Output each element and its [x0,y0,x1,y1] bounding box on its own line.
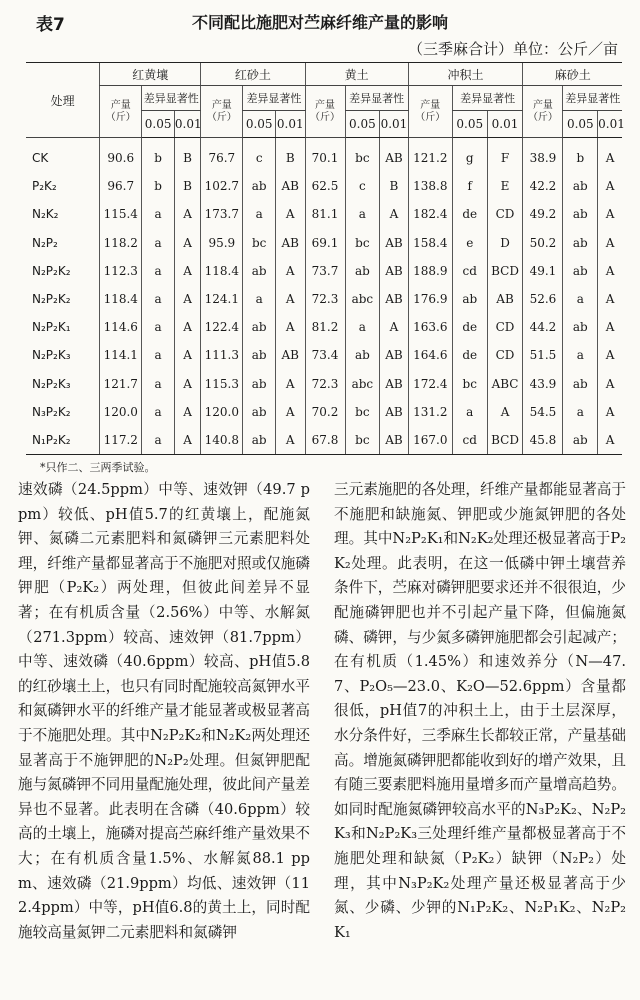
soil-header: 麻砂土 [523,63,622,86]
sig-001-cell: B [380,172,408,200]
yield-cell: 138.8 [408,172,452,200]
sig-001-cell: BCD [487,257,523,285]
table-row [26,229,622,257]
sig-001-cell: AB [380,257,408,285]
treatment-cell: N₃P₂K₂ [32,404,71,419]
yield-table [26,62,625,455]
yield-cell: 114.6 [100,313,142,341]
sig-005-cell: ab [243,370,276,398]
level-001: 0.01 [380,111,408,138]
sig-005-cell: a [142,398,175,426]
sig-001-cell: A [174,285,200,313]
sig-005-cell: ab [243,172,276,200]
yield-cell: 90.6 [100,138,142,173]
yield-cell: 140.8 [201,426,243,455]
level-005: 0.05 [142,111,175,138]
sig-005-cell: g [452,138,487,173]
yield-cell: 95.9 [201,229,243,257]
body-text-left-column: 速效磷（24.5ppm）中等、速效钾（49.7 ppm）较低、pH值5.7的红黄壤上，配施氮钾、氮磷二元素肥料和氮磷钾三元素肥料处理，纤维产量都显著高于不施肥对照或仅施磷钾肥（P₂K₂）两处理，但彼此间差异不显著；在有机质含量（2.56%）中等、水解氮（271.3ppm）较高、速效钾（81.7ppm）中等、速效磷（40.6ppm）较高、pH值5.8的红砂壤土上，也只有同时配施较高氮钾水平和氮磷钾水平的纤维产量才能显著或极显著高于不施肥处理。其中N₂P₂K₂和N₂K₂两处理还显著高于不施钾肥的N₂P₂处理。但氮钾肥配施与氮磷钾不同用量配施处理，彼此间产量差异也不显著。此表明在含磷（40.6ppm）较高的土壤上，施磷对提高苎麻纤维产量效果不大；在有机质含量1.5%、水解氮88.1 ppm、速效磷（21.9ppm）均低、速效钾（112.4ppm）中等，pH值6.8的黄土上，同时配施较高量氮钾二元素肥料和氮磷钾 [18,481,310,941]
sig-001-cell: A [380,200,408,228]
sig-005-cell: bc [345,138,380,173]
sig-005-cell: a [345,200,380,228]
treatment-cell: N₂K₂ [32,207,59,222]
diff-header: 差异显著性 [243,86,305,111]
sig-005-cell: b [142,172,175,200]
diff-header: 差异显著性 [452,86,523,111]
sig-001-cell: AB [276,229,306,257]
sig-001-cell: A [276,426,306,455]
treatment-cell: N₂P₂ [32,235,58,250]
sig-005-cell: e [452,229,487,257]
sig-001-cell: A [598,172,622,200]
sig-005-cell: ab [563,200,598,228]
treatment-cell: N₂P₂K₁ [32,320,71,335]
yield-cell: 124.1 [201,285,243,313]
level-005: 0.05 [452,111,487,138]
sig-005-cell: a [243,285,276,313]
table-row [26,426,622,455]
level-001: 0.01 [174,111,200,138]
sig-005-cell: ab [563,257,598,285]
yield-cell: 121.7 [100,370,142,398]
sig-005-cell: ab [243,426,276,455]
sig-005-cell: ab [243,341,276,369]
yield-cell: 188.9 [408,257,452,285]
sig-001-cell: A [598,341,622,369]
table-row [26,172,622,200]
sig-005-cell: cd [452,426,487,455]
sig-001-cell: A [174,398,200,426]
sig-001-cell: A [174,257,200,285]
table-row [26,341,622,369]
sig-001-cell: A [380,313,408,341]
level-005: 0.05 [345,111,380,138]
yield-cell: 70.2 [305,398,345,426]
sig-001-cell: AB [276,341,306,369]
diff-header: 差异显著性 [563,86,622,111]
body-text-right-column: 三元素施肥的各处理，纤维产量都能显著高于不施肥和缺施氮、钾肥或少施氮钾肥的各处理。其中N₂P₂K₁和N₂K₂处理还极显著高于P₂K₂处理。此表明，在这一低磷中钾土壤营养条件下，苎麻对磷钾肥要求还并不很很迫，少配施磷钾肥也并不引起产量下降，但偏施氮磷、磷钾，与少氮多磷钾施肥都会引起减产；在有机质（1.45%）和速效养分（N—47.7、P₂O₅—23.0、K₂O—52.6ppm）含量都很低，pH值7的冲积土上，由于土层深厚，水分条件好，三季麻生长都较正常，产量基础高。增施氮磷钾肥都能收到好的增产效果，且有随三要素肥料施用量增多而产量增高趋势。如同时配施氮磷钾较高水平的N₃P₂K₂、N₂P₂K₃和N₂P₂K₃三处理纤维产量都极显著高于不施肥处理和缺氮（P₂K₂）缺钾（N₂P₂）处理，其中N₃P₂K₂处理产量还极显著高于少氮、少磷、少钾的N₁P₂K₂、N₂P₁K₂、N₂P₂K₁ [334,481,626,941]
level-005: 0.05 [243,111,276,138]
table-body [26,138,622,455]
treatment-cell: N₂P₂K₃ [32,348,71,363]
treatment-cell: N₂P₂K₃ [32,376,71,391]
yield-cell: 45.8 [523,426,563,455]
sig-005-cell: a [563,341,598,369]
table-number: 表7 [36,15,65,35]
yield-cell: 102.7 [201,172,243,200]
yield-cell: 72.3 [305,370,345,398]
sig-005-cell: ab [243,257,276,285]
table-row [26,370,622,398]
sig-001-cell: AB [276,172,306,200]
sig-005-cell: ab [563,172,598,200]
yield-cell: 112.3 [100,257,142,285]
yield-cell: 118.4 [100,285,142,313]
table-row [26,313,622,341]
sig-005-cell: abc [345,285,380,313]
sig-001-cell: A [487,398,523,426]
sig-005-cell: a [452,398,487,426]
yield-cell: 54.5 [523,398,563,426]
sig-005-cell: a [563,398,598,426]
sig-001-cell: CD [487,200,523,228]
yield-cell: 62.5 [305,172,345,200]
sig-005-cell: c [243,138,276,173]
sig-001-cell: ABC [487,370,523,398]
yield-cell: 182.4 [408,200,452,228]
sig-001-cell: E [487,172,523,200]
sig-001-cell: AB [487,285,523,313]
yield-cell: 70.1 [305,138,345,173]
sig-005-cell: ab [563,229,598,257]
sig-001-cell: AB [380,398,408,426]
treatment-cell: CK [32,151,49,166]
sig-001-cell: AB [380,138,408,173]
sig-005-cell: de [452,341,487,369]
sig-005-cell: ab [452,285,487,313]
treatment-cell: P₂K₂ [32,179,57,194]
yield-cell: 51.5 [523,341,563,369]
yield-header: 产量（斤） [100,86,142,138]
sig-005-cell: a [142,313,175,341]
sig-001-cell: A [598,370,622,398]
soil-header: 冲积土 [408,63,523,86]
yield-cell: 96.7 [100,172,142,200]
sig-005-cell: b [563,138,598,173]
sig-005-cell: b [142,138,175,173]
yield-cell: 131.2 [408,398,452,426]
table-row [26,285,622,313]
sig-001-cell: B [174,138,200,173]
sig-005-cell: a [142,285,175,313]
yield-header: 产量（斤） [305,86,345,138]
sig-005-cell: de [452,313,487,341]
yield-cell: 73.4 [305,341,345,369]
sig-001-cell: A [174,229,200,257]
sig-005-cell: cd [452,257,487,285]
sig-001-cell: A [598,229,622,257]
yield-cell: 43.9 [523,370,563,398]
table-row [26,200,622,228]
sig-005-cell: bc [243,229,276,257]
soil-header: 红砂土 [201,63,305,86]
yield-cell: 173.7 [201,200,243,228]
yield-header: 产量（斤） [523,86,563,138]
sig-001-cell: A [276,200,306,228]
yield-cell: 44.2 [523,313,563,341]
yield-cell: 167.0 [408,426,452,455]
yield-cell: 38.9 [523,138,563,173]
level-001: 0.01 [487,111,523,138]
sig-005-cell: bc [345,426,380,455]
sig-005-cell: ab [563,426,598,455]
sig-005-cell: de [452,200,487,228]
sig-001-cell: A [174,313,200,341]
yield-cell: 81.2 [305,313,345,341]
level-005: 0.05 [563,111,598,138]
sig-001-cell: AB [380,426,408,455]
level-001: 0.01 [276,111,306,138]
sig-005-cell: f [452,172,487,200]
table-row [26,398,622,426]
sig-001-cell: A [598,200,622,228]
sig-005-cell: bc [452,370,487,398]
yield-cell: 172.4 [408,370,452,398]
sig-001-cell: A [598,285,622,313]
sig-001-cell: A [598,313,622,341]
sig-005-cell: ab [563,313,598,341]
sig-005-cell: ab [243,313,276,341]
table-row [26,257,622,285]
sig-001-cell: AB [380,341,408,369]
sig-001-cell: F [487,138,523,173]
treatment-cell: N₁P₂K₂ [26,426,100,455]
yield-cell: 115.3 [201,370,243,398]
sig-001-cell: A [174,341,200,369]
sig-001-cell: A [276,285,306,313]
yield-cell: 120.0 [201,398,243,426]
table-header-block [0,0,640,58]
sig-005-cell: ab [345,341,380,369]
sig-001-cell: BCD [487,426,523,455]
treatment-header: 处理 [26,63,100,138]
sig-001-cell: A [276,370,306,398]
yield-cell: 120.0 [100,398,142,426]
sig-001-cell: D [487,229,523,257]
sig-001-cell: CD [487,341,523,369]
sig-001-cell: A [598,426,622,455]
yield-cell: 118.2 [100,229,142,257]
yield-cell: 114.1 [100,341,142,369]
sig-005-cell: a [243,200,276,228]
yield-cell: 163.6 [408,313,452,341]
sig-005-cell: bc [345,398,380,426]
sig-001-cell: A [174,200,200,228]
sig-005-cell: a [142,257,175,285]
sig-005-cell: abc [345,370,380,398]
sig-005-cell: c [345,172,380,200]
sig-001-cell: AB [380,370,408,398]
sig-005-cell: a [142,341,175,369]
table-footnote: *只作二、三两季试验。 [40,461,156,474]
sig-005-cell: bc [345,229,380,257]
sig-005-cell: a [345,313,380,341]
diff-header: 差异显著性 [142,86,201,111]
sig-005-cell: a [142,426,175,455]
yield-cell: 115.4 [100,200,142,228]
yield-cell: 49.1 [523,257,563,285]
yield-cell: 176.9 [408,285,452,313]
yield-cell: 81.1 [305,200,345,228]
yield-cell: 76.7 [201,138,243,173]
sig-001-cell: A [276,398,306,426]
yield-cell: 158.4 [408,229,452,257]
sig-005-cell: ab [345,257,380,285]
sig-001-cell: A [276,313,306,341]
sig-005-cell: ab [563,370,598,398]
yield-cell: 50.2 [523,229,563,257]
sig-005-cell: ab [243,398,276,426]
sig-005-cell: a [142,229,175,257]
sig-005-cell: a [142,370,175,398]
yield-header: 产量（斤） [408,86,452,138]
yield-cell: 117.2 [100,426,142,455]
yield-cell: 52.6 [523,285,563,313]
sig-001-cell: AB [380,229,408,257]
sig-005-cell: a [142,200,175,228]
yield-header: 产量（斤） [201,86,243,138]
sig-001-cell: A [598,398,622,426]
yield-cell: 72.3 [305,285,345,313]
yield-cell: 73.7 [305,257,345,285]
table-unit: （三季麻合计）单位：公斤／亩 [407,40,618,58]
yield-cell: 111.3 [201,341,243,369]
yield-cell: 122.4 [201,313,243,341]
sig-001-cell: A [174,370,200,398]
yield-cell: 49.2 [523,200,563,228]
yield-cell: 42.2 [523,172,563,200]
yield-cell: 121.2 [408,138,452,173]
sig-001-cell: B [174,172,200,200]
soil-header: 黄土 [305,63,408,86]
sig-001-cell: A [174,426,200,455]
yield-cell: 67.8 [305,426,345,455]
sig-001-cell: A [598,138,622,173]
treatment-cell: N₂P₂K₂ [32,292,71,307]
table-row [26,138,622,173]
sig-001-cell: AB [380,285,408,313]
soil-header: 红黄壤 [100,63,201,86]
sig-001-cell: CD [487,313,523,341]
sig-005-cell: a [563,285,598,313]
yield-cell: 118.4 [201,257,243,285]
diff-header: 差异显著性 [345,86,408,111]
sig-001-cell: A [598,257,622,285]
yield-cell: 164.6 [408,341,452,369]
treatment-cell: N₂P₂K₂ [32,263,71,278]
level-001: 0.01 [598,111,622,138]
yield-cell: 69.1 [305,229,345,257]
sig-001-cell: A [276,257,306,285]
table-title: 不同配比施肥对苎麻纤维产量的影响 [191,13,448,32]
sig-001-cell: B [276,138,306,173]
